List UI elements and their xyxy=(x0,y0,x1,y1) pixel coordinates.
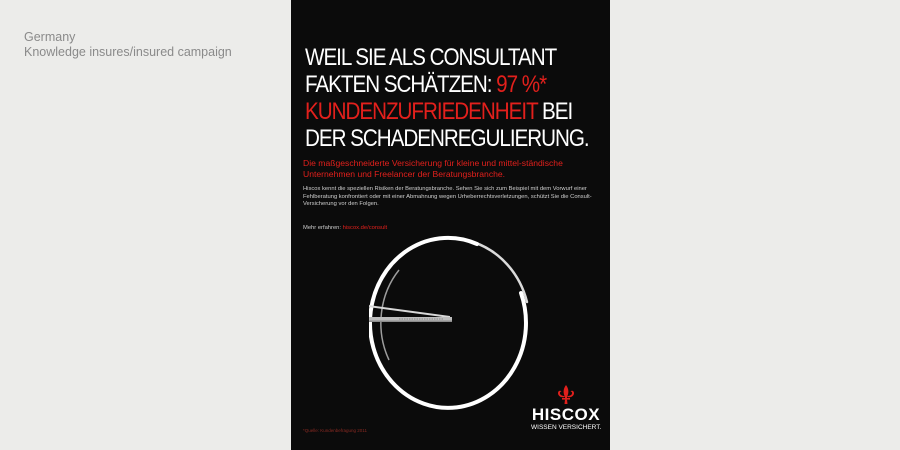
logo-wordmark: HISCOX xyxy=(531,405,601,424)
more-info-link[interactable]: hiscox.de/consult xyxy=(342,225,388,231)
logo-tagline: WISSEN VERSICHERT. xyxy=(531,424,602,431)
subheadline: Die maßgeschneiderte Versicherung für kleine und mittel-ständische Unternehmen und Freelancer der Beratungsbranche. xyxy=(303,158,563,179)
headline-line-4: DER SCHADENREGULIERUNG. xyxy=(305,125,589,152)
headline-line-3-white: BEI xyxy=(537,98,573,125)
headline-line-2 xyxy=(305,71,563,98)
caption-campaign: Knowledge insures/insured campaign xyxy=(24,45,232,59)
brush-circle-overlap xyxy=(473,242,527,302)
headline xyxy=(305,44,589,152)
fleur-de-lis-icon xyxy=(555,385,577,405)
headline-line-2-white: FAKTEN SCHÄTZEN: xyxy=(305,71,497,98)
more-info-label: Mehr erfahren: xyxy=(303,225,343,231)
laptop-circle-illustration xyxy=(369,230,544,430)
poster[interactable] xyxy=(291,0,610,450)
headline-satisfaction: KUNDENZUFRIEDENHEIT xyxy=(305,98,538,125)
headline-line-1: WEIL SIE ALS CONSULTANT xyxy=(305,44,557,71)
caption xyxy=(24,30,232,60)
hiscox-logo[interactable] xyxy=(531,385,601,432)
body-copy: Hiscox kennt die speziellen Risiken der Beratungsbranche. Sehen Sie sich zum Beispiel mit dem Vorwurf einer Fehlberatung konfrontiert oder mit einer Abmahnung wegen Urheberrechtsverletzungen, schützt Sie die Consult-Versicherung vor den Folgen. xyxy=(303,186,592,208)
source-footnote: *Quelle: Kundenbefragung 2011 xyxy=(303,428,367,433)
brush-circle xyxy=(370,238,526,408)
headline-line-3 xyxy=(305,98,573,125)
headline-percentage: 97 %* xyxy=(496,71,547,98)
brush-circle-inner xyxy=(381,270,399,360)
caption-country: Germany xyxy=(24,30,76,44)
